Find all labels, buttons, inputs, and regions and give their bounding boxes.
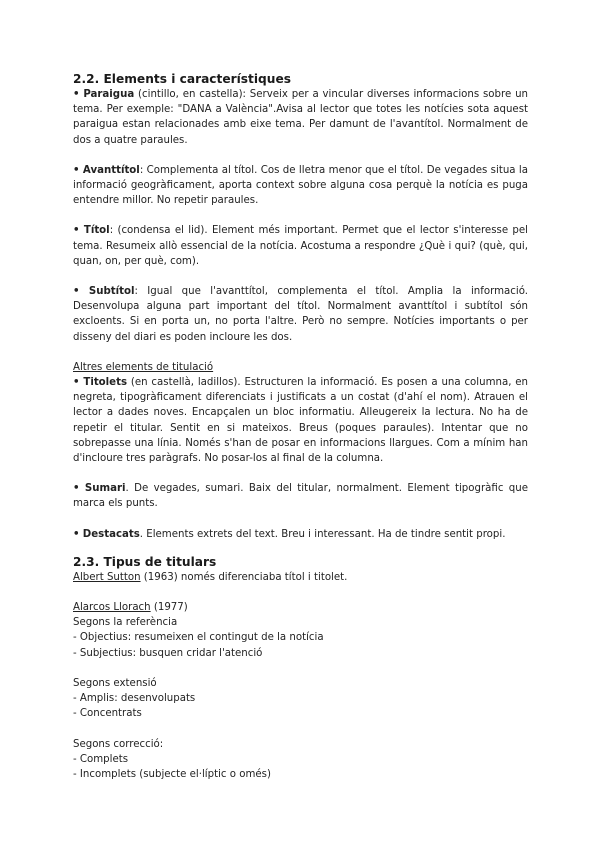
group-title-referencia: Segons la referència	[73, 617, 178, 629]
subheading-altres-elements: Altres elements de titulació	[73, 361, 214, 373]
list-item: - Incomplets (subjecte el·líptic o omés)	[73, 768, 271, 780]
list-item: - Concentrats	[73, 708, 142, 720]
paragraph-subtitol	[73, 284, 528, 345]
definition-destacats: . Elements extrets del text. Breu i interessant. Ha de tindre sentit propi.	[139, 528, 506, 540]
paragraph-titolets	[73, 375, 528, 466]
list-item: - Complets	[73, 753, 129, 765]
group-title-extensio: Segons extensió	[73, 677, 157, 689]
sutton-description: (1963) només diferenciaba títol i titolet.	[140, 571, 348, 583]
alarcos-line	[73, 600, 528, 615]
term-destacats: Destacats	[82, 528, 140, 540]
bullet: •	[73, 89, 80, 100]
bullet: •	[73, 377, 80, 389]
term-paraigua: Paraigua	[83, 89, 135, 100]
term-subtitol: Subtítol	[88, 286, 135, 298]
paragraph-avanttitol	[73, 163, 528, 209]
definition-avanttitol: : Complementa al títol. Cos de lletra menor que el títol. De vegades situa la informació geogràficament, aporta context sobre alguna cosa perquè la notícia es puga entendre millor. No repetir paraules.	[73, 164, 528, 207]
sutton-line	[73, 570, 528, 585]
section-heading-elements: 2.2. Elements i característiques	[73, 72, 291, 86]
definition-subtitol: : Igual que l'avanttítol, complementa el títol. Amplia la informació. Desenvolupa alguna part important del títol. Normalment avanttítol i subtítol són excloents. Si en porta un, no porta l'altre. Però no sempre. Notícies importants o per disseny del diari es poden incloure les dos.	[73, 286, 528, 343]
definition-paraigua: (cintillo, en castella): Serveix per a vincular diverses informacions sobre un tema. Per exemple: "DANA a València".Avisa al lector que totes les notícies sota aquest paraigua estan relacionades amb eixe tema. Per damunt de l'avantítol. Normalment de dos a quatre paraules.	[73, 89, 528, 146]
author-alarcos: Alarcos Llorach	[73, 602, 151, 614]
list-item: - Objectius: resumeixen el contingut de la notícia	[73, 632, 324, 644]
paragraph-destacats	[73, 527, 528, 542]
alarcos-year: (1977)	[150, 602, 188, 614]
bullet: •	[73, 528, 80, 540]
bullet: •	[73, 225, 80, 237]
definition-titolets: (en castellà, ladillos). Estructuren la informació. Es posen a una columna, en negreta, tipogràficament diferenciats i justificats a un costat (d'ahí el nom). Atrauen el lector a dades noves. Encapçalen un bloc informatiu. Alleugereix la lectura. No ha de repetir el titular. Sentit en si mateixos. Breus (poques paraules). Intentar que no sobrepasse una línia. Només s'han de posar en informacions llargues. Com a mínim han d'incloure tres paràgrafs. No posar-los al final de la columna.	[73, 377, 529, 465]
section-heading-tipus-titulars: 2.3. Tipus de titulars	[73, 554, 217, 569]
list-item: - Subjectius: busquen cridar l'atenció	[73, 647, 263, 659]
definition-titol: : (condensa el lid). Element més important. Permet que el lector s'interesse pel tema. Resumeix allò essencial de la notícia. Acostuma a respondre ¿Què i qui? (què, qui, quan, on, per què, com).	[73, 225, 528, 267]
bullet: •	[73, 164, 80, 176]
term-avanttitol: Avanttítol	[82, 164, 140, 176]
bullet: •	[73, 286, 80, 298]
document-content	[73, 71, 528, 782]
bullet: •	[73, 483, 80, 495]
paragraph-sumari	[73, 481, 528, 511]
list-item: - Amplis: desenvolupats	[73, 693, 196, 705]
definition-sumari: . De vegades, sumari. Baix del titular, normalment. Element tipogràfic que marca els punts.	[73, 483, 528, 510]
group-title-correccio: Segons correcció:	[73, 738, 164, 750]
paragraph-titol	[73, 223, 528, 269]
term-titolets: Titolets	[83, 377, 128, 389]
term-titol: Títol	[83, 225, 110, 237]
author-sutton: Albert Sutton	[73, 571, 141, 583]
term-sumari: Sumari	[84, 483, 126, 495]
paragraph-paraigua	[73, 87, 528, 148]
